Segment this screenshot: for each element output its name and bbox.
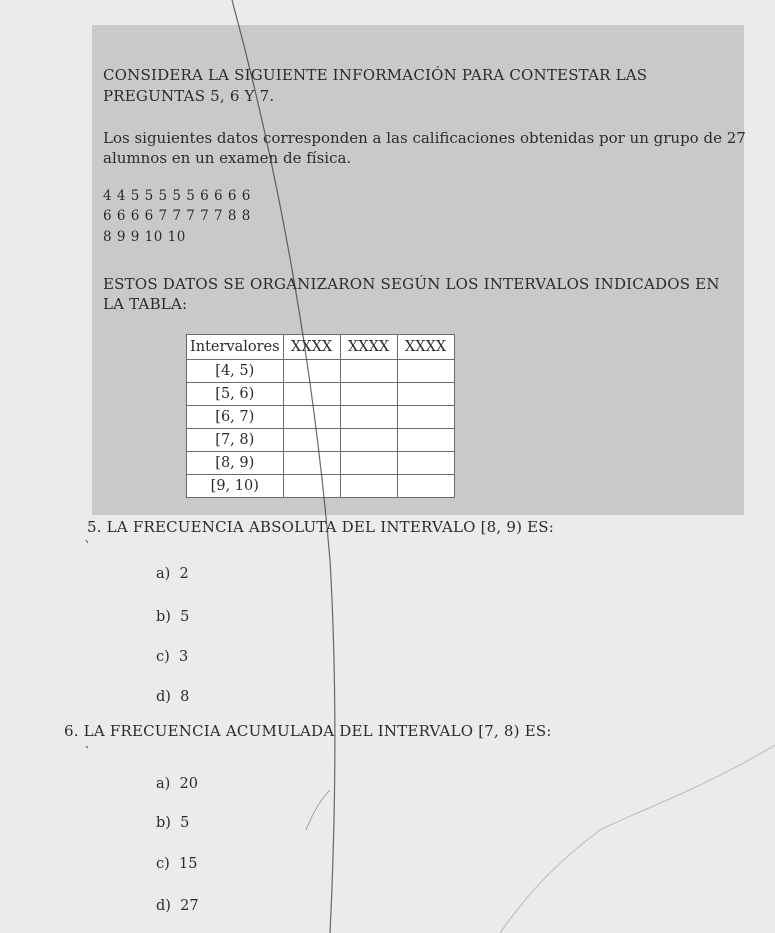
- table-header-col4: XXXX: [397, 335, 454, 360]
- empty-cell: [397, 383, 454, 406]
- option-value: 5: [180, 815, 190, 831]
- interval-cell: [9, 10): [187, 475, 284, 498]
- table-row: [187, 360, 455, 383]
- empty-cell: [340, 429, 397, 452]
- empty-cell: [397, 475, 454, 498]
- table-intro-line1: ESTOS DATOS SE ORGANIZARON SEGÚN LOS INTERVALOS INDICADOS EN: [103, 275, 720, 293]
- q6-option-b[interactable]: [156, 815, 189, 831]
- intro-heading-line1: CONSIDERA LA SIGUIENTE INFORMACIÓN PARA CONTESTAR LAS: [103, 66, 648, 84]
- table-row: [187, 406, 455, 429]
- empty-cell: [283, 360, 340, 383]
- intro-paragraph-line2: alumnos en un examen de física.: [103, 149, 352, 167]
- empty-cell: [340, 475, 397, 498]
- interval-cell: [6, 7): [187, 406, 284, 429]
- q5-option-d[interactable]: [156, 689, 189, 705]
- intro-paragraph-line1: Los siguientes datos corresponden a las calificaciones obtenidas por un grupo de 27: [103, 129, 746, 147]
- empty-cell: [340, 406, 397, 429]
- interval-cell: [4, 5): [187, 360, 284, 383]
- empty-cell: [340, 452, 397, 475]
- table-row: [187, 452, 455, 475]
- data-line-3: 8 9 9 10 10: [103, 229, 186, 245]
- option-letter: d): [156, 898, 171, 914]
- option-letter: a): [156, 776, 171, 792]
- option-value: 20: [179, 776, 198, 792]
- q5-option-b[interactable]: [156, 609, 189, 625]
- question-6-text: 6. LA FRECUENCIA ACUMULADA DEL INTERVALO [7, 8) ES:: [64, 722, 552, 740]
- table-header-col2: XXXX: [283, 335, 340, 360]
- table-intro-line2: LA TABLA:: [103, 295, 188, 313]
- data-line-2: 6 6 6 6 7 7 7 7 7 8 8: [103, 208, 251, 224]
- empty-cell: [283, 383, 340, 406]
- empty-cell: [397, 452, 454, 475]
- empty-cell: [397, 429, 454, 452]
- option-value: 5: [180, 609, 190, 625]
- data-line-1: 4 4 5 5 5 5 5 6 6 6 6: [103, 188, 251, 204]
- q6-option-a[interactable]: [156, 776, 198, 792]
- table-row: [187, 429, 455, 452]
- option-letter: d): [156, 689, 171, 705]
- frequency-table: [186, 334, 455, 498]
- option-value: 3: [179, 649, 189, 665]
- empty-cell: [397, 360, 454, 383]
- empty-cell: [283, 475, 340, 498]
- table-header-intervals: Intervalores: [187, 335, 284, 360]
- empty-cell: [397, 406, 454, 429]
- empty-cell: [340, 383, 397, 406]
- table-header-row: [187, 335, 455, 360]
- empty-cell: [283, 452, 340, 475]
- empty-cell: [340, 360, 397, 383]
- intro-heading-line2: PREGUNTAS 5, 6 Y 7.: [103, 87, 275, 105]
- table-header-col3: XXXX: [340, 335, 397, 360]
- option-letter: b): [156, 815, 171, 831]
- option-value: 15: [179, 856, 198, 872]
- q5-option-a[interactable]: [156, 566, 189, 582]
- empty-cell: [283, 406, 340, 429]
- table-row: [187, 383, 455, 406]
- option-letter: b): [156, 609, 171, 625]
- question-5-text: 5. LA FRECUENCIA ABSOLUTA DEL INTERVALO [8, 9) ES:: [87, 518, 555, 536]
- interval-cell: [8, 9): [187, 452, 284, 475]
- option-value: 27: [180, 898, 199, 914]
- empty-cell: [283, 429, 340, 452]
- option-letter: c): [156, 856, 170, 872]
- q5-option-c[interactable]: [156, 649, 188, 665]
- option-value: 2: [179, 566, 189, 582]
- q6-option-c[interactable]: [156, 856, 197, 872]
- q6-option-d[interactable]: [156, 898, 199, 914]
- option-letter: c): [156, 649, 170, 665]
- interval-cell: [5, 6): [187, 383, 284, 406]
- option-letter: a): [156, 566, 171, 582]
- interval-cell: [7, 8): [187, 429, 284, 452]
- table-row: [187, 475, 455, 498]
- option-value: 8: [180, 689, 190, 705]
